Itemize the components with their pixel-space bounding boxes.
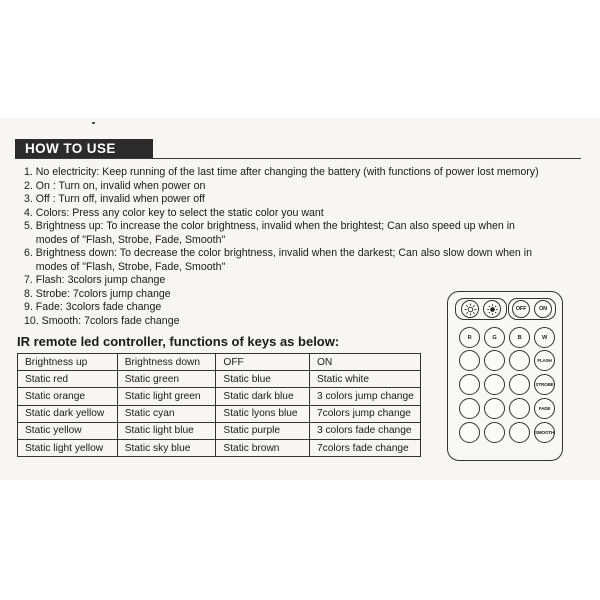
table-cell: Static red (18, 371, 118, 388)
table-row (18, 371, 421, 388)
remote-flash-key: FLASH (534, 350, 555, 371)
table-cell: 3 colors jump change (309, 388, 420, 405)
title-rule (15, 158, 581, 159)
table-cell: Static lyons blue (216, 405, 310, 422)
table-row (18, 405, 421, 422)
instruction-item: 10. Smooth: 7colors fade change (24, 314, 180, 327)
table-cell: Static light yellow (18, 439, 118, 456)
ir-remote-illustration (447, 291, 563, 461)
remote-color-key (509, 350, 530, 371)
remote-color-key (509, 374, 530, 395)
table-cell: Static dark yellow (18, 405, 118, 422)
remote-color-key (484, 350, 505, 371)
table-cell: Static yellow (18, 422, 118, 439)
remote-color-key (484, 398, 505, 419)
instruction-item: 4. Colors: Press any color key to select the static color you want (24, 206, 324, 219)
remote-color-key (459, 350, 480, 371)
remote-red-key: R (459, 327, 480, 348)
remote-smooth-key: SMOOTH (534, 422, 555, 443)
remote-off-key: OFF (512, 300, 530, 318)
remote-color-key (509, 422, 530, 443)
table-cell: Static cyan (117, 405, 216, 422)
remote-strobe-key: STROBE (534, 374, 555, 395)
table-cell: Static white (309, 371, 420, 388)
table-cell: Static light green (117, 388, 216, 405)
table-cell: ON (309, 354, 420, 371)
instruction-item: 6. Brightness down: To decrease the color brightness, invalid when the darkest; Can also slow down when in modes of "Flash, Strobe, Fade, Smooth" (24, 247, 533, 273)
remote-on-key: ON (534, 300, 552, 318)
table-cell: Static brown (216, 439, 310, 456)
table-row (18, 388, 421, 405)
ink-mark (92, 122, 95, 124)
table-cell: Static light blue (117, 422, 216, 439)
table-cell: 7colors jump change (309, 405, 420, 422)
table-cell: OFF (216, 354, 310, 371)
remote-color-key (484, 374, 505, 395)
remote-green-key: G (484, 327, 505, 348)
table-cell: Brightness down (117, 354, 216, 371)
remote-fade-key: FADE (534, 398, 555, 419)
key-function-table (17, 353, 421, 457)
table-cell: Static purple (216, 422, 310, 439)
instruction-item: 5. Brightness up: To increase the color brightness, invalid when the brightest; Can also speed up when in modes of "Flash, Strobe, Fade, Smooth" (24, 220, 515, 246)
table-row (18, 354, 421, 371)
table-cell: Static green (117, 371, 216, 388)
table-row (18, 439, 421, 456)
remote-color-key (459, 374, 480, 395)
table-row (18, 422, 421, 439)
instruction-item: 2. On : Turn on, invalid when power on (24, 179, 206, 192)
remote-white-key: W (534, 327, 555, 348)
remote-color-key (509, 398, 530, 419)
remote-color-key (484, 422, 505, 443)
instruction-item: 1. No electricity: Keep running of the last time after changing the battery (with functions of power lost memory) (24, 166, 539, 178)
remote-blue-key: B (509, 327, 530, 348)
section-title: HOW TO USE (15, 139, 153, 159)
table-cell: 7colors fade change (309, 439, 420, 456)
brightness-up-icon (461, 300, 479, 318)
table-cell: Static sky blue (117, 439, 216, 456)
instruction-item: 9. Fade: 3colors fade change (24, 301, 162, 313)
remote-color-key (459, 398, 480, 419)
table-cell: 3 colors fade change (309, 422, 420, 439)
instruction-item: 3. Off : Turn off, invalid when power off (24, 193, 205, 205)
table-cell: Static dark blue (216, 388, 310, 405)
ir-section-heading: IR remote led controller, functions of keys as below: (17, 334, 340, 349)
instruction-item: 7. Flash: 3colors jump change (24, 274, 166, 286)
table-cell: Static blue (216, 371, 310, 388)
instruction-item: 8. Strobe: 7colors jump change (24, 287, 171, 300)
brightness-down-icon (483, 300, 501, 318)
remote-color-key (459, 422, 480, 443)
table-cell: Static orange (18, 388, 118, 405)
table-cell: Brightness up (18, 354, 118, 371)
